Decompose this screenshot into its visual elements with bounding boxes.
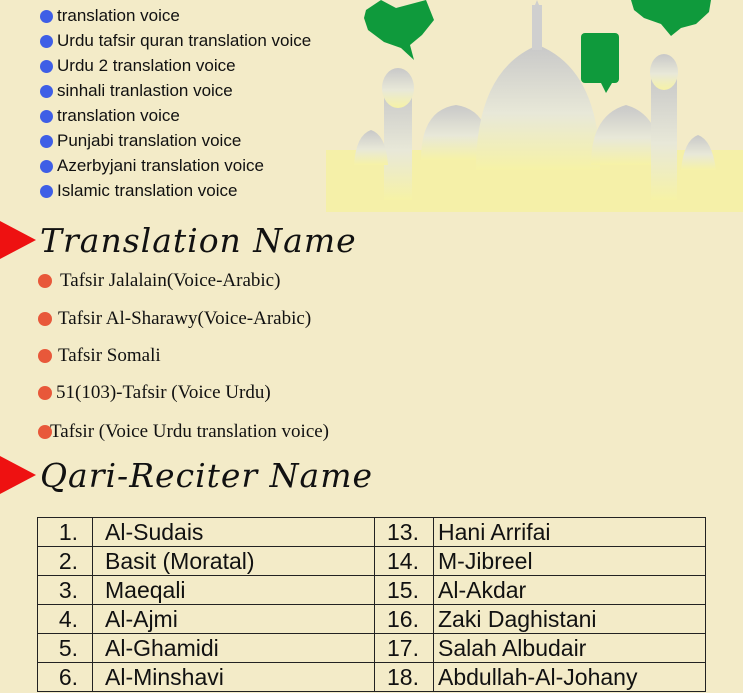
section-title: Translation Name [40,220,357,260]
speech-bubble-icon [581,33,619,83]
translation-heading [0,218,357,262]
reciter-name[interactable]: Hani Arrifai [434,518,706,547]
voice-item[interactable] [40,5,180,27]
tafsir-item[interactable] [38,344,161,368]
reciter-number: 18. [375,663,434,692]
reciter-number: 13. [375,518,434,547]
tafsir-item-label: Tafsir Al-Sharawy(Voice-Arabic) [58,308,312,329]
reciter-name[interactable]: Al-Ajmi [93,605,375,634]
voice-item[interactable] [40,80,233,102]
voice-item-label: Azerbyjani translation voice [57,156,264,175]
table-row [38,547,706,576]
reciter-name[interactable]: Al-Akdar [434,576,706,605]
reciter-name[interactable]: Maeqali [93,576,375,605]
reciter-name[interactable]: Al-Ghamidi [93,634,375,663]
bullet-icon [40,185,53,198]
voice-item-label: Punjabi translation voice [57,131,242,150]
green-leaf-icon [631,0,711,36]
tafsir-item-label: 51(103)-Tafsir (Voice Urdu) [56,382,271,403]
bullet-icon [40,10,53,23]
voice-item-label: Urdu tafsir quran translation voice [57,31,312,50]
tafsir-item-label: Tafsir Somali [58,345,161,366]
reciter-number: 14. [375,547,434,576]
bullet-icon [40,135,53,148]
tafsir-item-label: Tafsir (Voice Urdu translation voice) [50,421,330,442]
bullet-icon [38,312,52,326]
voice-item-label: sinhali tranlastion voice [57,81,233,100]
bullet-icon [40,60,53,73]
reciter-name[interactable]: Abdullah-Al-Johany [434,663,706,692]
mosque-illustration [326,0,743,212]
table-row [38,663,706,692]
tafsir-item-label: Tafsir Jalalain(Voice-Arabic) [60,270,281,291]
tafsir-item[interactable] [38,420,329,444]
voice-item[interactable] [40,180,237,202]
reciter-number: 4. [38,605,93,634]
red-arrow-icon [0,456,36,494]
reciter-name[interactable]: Salah Albudair [434,634,706,663]
tafsir-item[interactable] [38,381,271,405]
voice-item[interactable] [40,30,311,52]
voice-item[interactable] [40,155,264,177]
reciter-number: 17. [375,634,434,663]
reciter-number: 6. [38,663,93,692]
bullet-icon [38,386,52,400]
reciter-name[interactable]: Al-Sudais [93,518,375,547]
voice-item-label: translation voice [57,6,180,25]
voice-item[interactable] [40,55,236,77]
reciter-name[interactable]: M-Jibreel [434,547,706,576]
reciter-number: 3. [38,576,93,605]
table-row [38,605,706,634]
red-arrow-icon [0,221,36,259]
reciter-number: 15. [375,576,434,605]
table-row [38,518,706,547]
reciter-number: 1. [38,518,93,547]
reciter-heading [0,453,373,497]
table-row [38,576,706,605]
table-row [38,634,706,663]
green-leaf-icon [364,0,434,60]
bullet-icon [38,349,52,363]
bullet-icon [40,110,53,123]
voice-item-label: Islamic translation voice [57,181,238,200]
section-title: Qari-Reciter Name [40,455,374,495]
tafsir-item[interactable] [38,307,311,331]
bullet-icon [38,274,52,288]
bullet-icon [40,35,53,48]
voice-item[interactable] [40,105,180,127]
reciter-name[interactable]: Zaki Daghistani [434,605,706,634]
reciter-table [37,517,706,692]
voice-item-label: Urdu 2 translation voice [57,56,236,75]
reciter-number: 16. [375,605,434,634]
voice-item[interactable] [40,130,241,152]
reciter-name[interactable]: Al-Minshavi [93,663,375,692]
bullet-icon [40,160,53,173]
tafsir-item[interactable] [38,269,280,293]
voice-item-label: translation voice [57,106,180,125]
reciter-number: 2. [38,547,93,576]
reciter-name[interactable]: Basit (Moratal) [93,547,375,576]
reciter-number: 5. [38,634,93,663]
bullet-icon [40,85,53,98]
